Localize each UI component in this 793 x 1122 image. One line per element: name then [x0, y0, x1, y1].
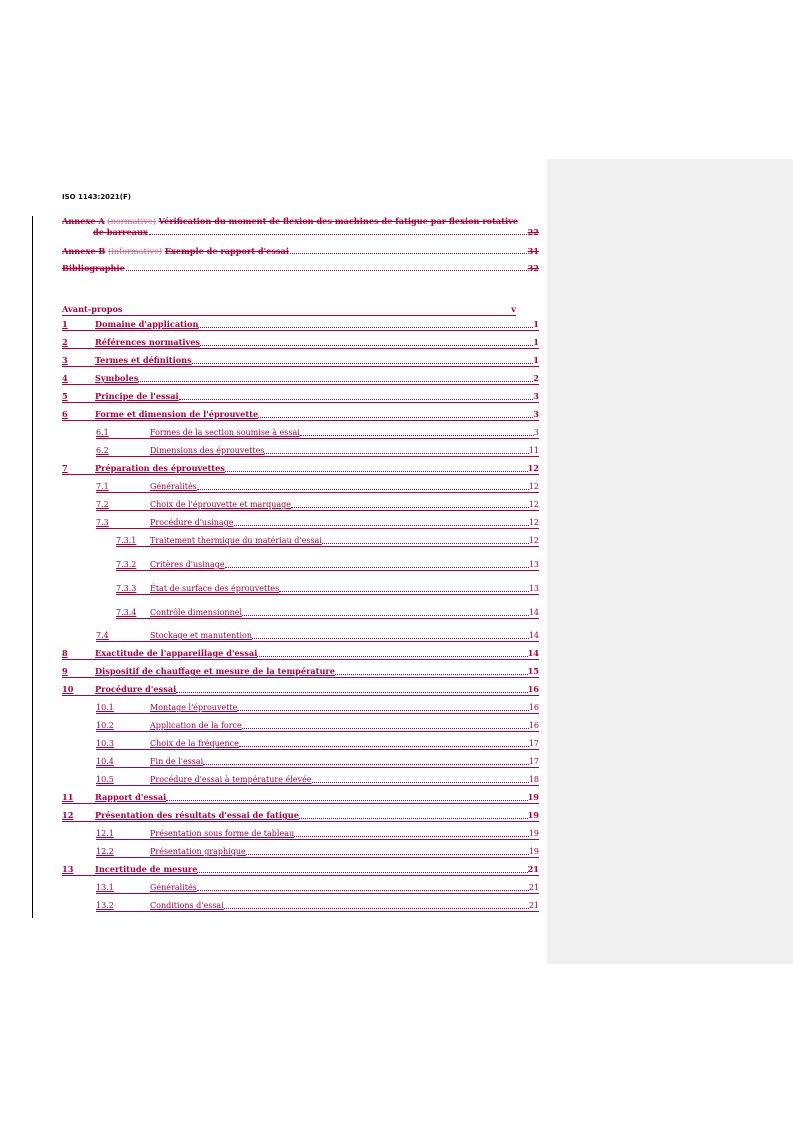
page-number: 12	[528, 518, 539, 527]
annex-title-cont: de barreaux	[93, 227, 148, 237]
document-header: ISO 1143:2021(F)	[62, 193, 131, 201]
section-title: Généralités	[150, 482, 197, 491]
toc-entry-avant-propos[interactable]	[62, 304, 516, 316]
section-number: 9	[62, 666, 68, 676]
section-number: 13.1	[96, 883, 114, 892]
toc-entry[interactable]	[62, 648, 539, 660]
dot-leader	[279, 591, 529, 592]
page-number: 16	[528, 721, 539, 730]
page-number: 19	[527, 792, 539, 802]
toc-entry[interactable]	[62, 337, 539, 349]
page-number: 19	[527, 810, 539, 820]
page-number: 11	[528, 446, 539, 455]
dot-leader	[322, 543, 529, 544]
dot-leader	[200, 345, 533, 346]
page-number: 14	[528, 631, 539, 640]
section-number: 10	[62, 684, 74, 694]
toc-entry[interactable]	[96, 427, 539, 439]
section-number: 12	[62, 810, 74, 820]
dot-leader	[242, 615, 529, 616]
annex-title: Exemple de rapport d'essai	[164, 246, 289, 256]
dot-leader	[299, 818, 528, 819]
page-number: 22	[527, 227, 539, 237]
section-number: 10.4	[96, 757, 114, 766]
section-title: Fin de l'essai	[150, 757, 204, 766]
dot-leader	[225, 471, 528, 472]
section-number: 6.2	[96, 446, 109, 455]
section-title: État de surface des éprouvettes	[150, 584, 280, 593]
dot-leader	[258, 417, 533, 418]
section-title: Contrôle dimensionnel	[150, 608, 243, 617]
section-title: Procédure d'usinage	[150, 518, 234, 527]
section-number: 5	[62, 391, 68, 401]
toc-entry[interactable]	[96, 774, 539, 786]
dot-leader	[197, 872, 527, 873]
section-number: 13.2	[96, 901, 114, 910]
section-number: 10.1	[96, 703, 114, 712]
page-number: 21	[527, 864, 539, 874]
toc-entry[interactable]	[62, 684, 539, 696]
dot-leader	[252, 638, 529, 639]
page-number: 17	[528, 739, 539, 748]
change-bar	[32, 216, 33, 918]
toc-entry[interactable]	[62, 463, 539, 475]
section-title: Symboles	[95, 373, 139, 383]
section-title: Conditions d'essai	[150, 901, 224, 910]
page-number: 31	[527, 246, 539, 256]
section-number: 7.3	[96, 518, 109, 527]
dot-leader	[246, 854, 529, 855]
dot-leader	[224, 908, 529, 909]
toc-entry[interactable]	[96, 499, 539, 511]
toc-entry[interactable]	[96, 738, 539, 750]
page-number: 16	[528, 703, 539, 712]
dot-leader	[225, 567, 529, 568]
dot-leader	[312, 782, 529, 783]
toc-entry[interactable]	[96, 882, 539, 894]
section-number: 2	[62, 337, 68, 347]
section-number: 1	[62, 319, 68, 329]
section-title: Exactitude de l'appareillage d'essai	[95, 648, 258, 658]
dot-leader	[126, 263, 527, 271]
dot-leader	[197, 890, 529, 891]
section-number: 7.4	[96, 631, 109, 640]
page-number: 1	[533, 319, 539, 329]
section-title: Présentation graphique	[150, 847, 246, 856]
page-number: 12	[528, 536, 539, 545]
page-number: 32	[527, 263, 539, 273]
dot-leader	[138, 381, 533, 382]
section-number: 10.5	[96, 775, 114, 784]
dot-leader	[149, 227, 527, 235]
toc-entry[interactable]	[116, 607, 539, 619]
page-number: 21	[528, 883, 539, 892]
page-number: 15	[527, 666, 539, 676]
dot-leader	[179, 399, 534, 400]
section-title: Dimensions des éprouvettes	[150, 446, 265, 455]
dot-leader	[237, 710, 528, 711]
page-number: 12	[528, 500, 539, 509]
dot-leader	[264, 453, 528, 454]
section-title: Critères d'usinage	[150, 560, 225, 569]
toc-entry-annex-a[interactable]	[62, 216, 539, 238]
toc-entry[interactable]	[96, 846, 539, 858]
section-number: 6	[62, 409, 68, 419]
dot-leader	[197, 489, 529, 490]
page-number: 1	[533, 355, 539, 365]
dot-leader	[294, 836, 529, 837]
section-number: 7	[62, 463, 68, 473]
section-title: Incertitude de mesure	[95, 864, 198, 874]
section-title: Choix de l'éprouvette et marquage	[150, 500, 292, 509]
page-number: 14	[528, 608, 539, 617]
section-number: 7.3.1	[116, 536, 137, 545]
toc-entry[interactable]	[116, 559, 539, 571]
page-number: 1	[533, 337, 539, 347]
section-number: 10.2	[96, 721, 114, 730]
page-number: 12	[528, 482, 539, 491]
dot-leader	[300, 435, 534, 436]
toc-entry[interactable]	[62, 391, 539, 403]
section-title: Montage l'éprouvette	[150, 703, 238, 712]
dot-leader	[257, 656, 527, 657]
dot-leader	[242, 728, 529, 729]
toc-entry[interactable]	[116, 535, 539, 547]
section-title: Principe de l'essai	[95, 391, 179, 401]
section-number: 4	[62, 373, 68, 383]
section-number: 7.3.2	[116, 560, 137, 569]
toc-entry[interactable]	[62, 319, 539, 331]
toc-entry[interactable]	[62, 666, 539, 678]
dot-leader	[335, 674, 528, 675]
section-number: 7.3.3	[116, 584, 137, 593]
dot-leader	[166, 800, 527, 801]
dot-leader	[176, 692, 527, 693]
page-number: 18	[528, 775, 539, 784]
page-number: 3	[533, 391, 539, 401]
section-number: 7.3.4	[116, 608, 137, 617]
comment-pane	[547, 159, 793, 964]
section-number: 13	[62, 864, 74, 874]
toc-entry[interactable]	[62, 792, 539, 804]
bibliography-title: Bibliographie	[62, 263, 125, 273]
section-title: Traitement thermique du matériau d'essai	[150, 536, 322, 545]
toc-entry-bibliographie[interactable]	[62, 263, 539, 274]
section-number: 3	[62, 355, 68, 365]
toc-entry[interactable]	[62, 355, 539, 367]
toc-entry-annex-b[interactable]	[62, 246, 539, 257]
toc-entry[interactable]	[96, 702, 539, 714]
toc-entry[interactable]	[116, 583, 539, 595]
section-number: 7.2	[96, 500, 109, 509]
annex-label: Annexe B	[62, 246, 106, 256]
toc-entry[interactable]	[96, 481, 539, 493]
annex-type: (informative)	[107, 246, 163, 256]
toc-entry[interactable]	[96, 900, 539, 912]
page-number: 14	[527, 648, 539, 658]
page-number: 12	[527, 463, 539, 473]
page-number: 21	[528, 901, 539, 910]
page-number: 13	[528, 560, 539, 569]
section-title: Application de la force	[150, 721, 242, 730]
section-number: 10.3	[96, 739, 114, 748]
section-number: 8	[62, 648, 68, 658]
section-number: 7.1	[96, 482, 109, 491]
toc-entry[interactable]	[62, 864, 539, 876]
section-title: Stockage et manutention	[150, 631, 253, 640]
section-number: 12.1	[96, 829, 114, 838]
dot-leader	[203, 764, 529, 765]
page-number: 16	[527, 684, 539, 694]
toc-entry[interactable]	[96, 445, 539, 457]
section-title: Généralités	[150, 883, 197, 892]
page-number: 3	[533, 409, 539, 419]
annex-title: Vérification du moment de flexion des machines de fatigue par flexion rotative	[158, 216, 519, 226]
section-title: Dispositif de chauffage et mesure de la température	[95, 666, 335, 676]
section-title: Domaine d'application	[95, 319, 199, 329]
section-title: Présentation des résultats d'essai de fatigue	[95, 810, 299, 820]
section-title: Forme et dimension de l'éprouvette	[95, 409, 259, 419]
dot-leader	[290, 246, 527, 254]
dot-leader	[234, 525, 529, 526]
page-number: 17	[528, 757, 539, 766]
section-title: Procédure d'essai	[95, 684, 177, 694]
toc-entry[interactable]	[62, 810, 539, 822]
section-number: 6.1	[96, 428, 109, 437]
toc-entry[interactable]	[96, 756, 539, 768]
page-number: 3	[533, 428, 539, 437]
toc-entry[interactable]	[96, 630, 539, 642]
toc-entry[interactable]	[62, 409, 539, 421]
section-title: Choix de la fréquence	[150, 739, 239, 748]
section-title: Préparation des éprouvettes	[95, 463, 225, 473]
dot-leader	[291, 507, 529, 508]
page-number: 19	[528, 829, 539, 838]
section-title: Références normatives	[95, 337, 201, 347]
page-number: 13	[528, 584, 539, 593]
annex-type: (normative)	[107, 216, 156, 226]
section-number: 12.2	[96, 847, 114, 856]
toc-entry[interactable]	[96, 828, 539, 840]
annex-label: Annexe A	[62, 216, 105, 226]
dot-leader	[239, 746, 529, 747]
toc-entry[interactable]	[96, 517, 539, 529]
avant-propos-title: Avant-propos	[62, 304, 123, 314]
dot-leader	[198, 327, 533, 328]
page-number: v	[511, 304, 516, 314]
page-number: 19	[528, 847, 539, 856]
toc-entry[interactable]	[96, 720, 539, 732]
dot-leader	[192, 363, 534, 364]
section-title: Procédure d'essai à température élevée	[150, 775, 312, 784]
page-number: 2	[533, 373, 539, 383]
section-title: Termes et définitions	[95, 355, 192, 365]
section-number: 11	[62, 792, 74, 802]
section-title: Formes de la section soumise à essai	[150, 428, 300, 437]
section-title: Rapport d'essai	[95, 792, 167, 802]
toc-entry[interactable]	[62, 373, 539, 385]
section-title: Présentation sous forme de tableau	[150, 829, 295, 838]
